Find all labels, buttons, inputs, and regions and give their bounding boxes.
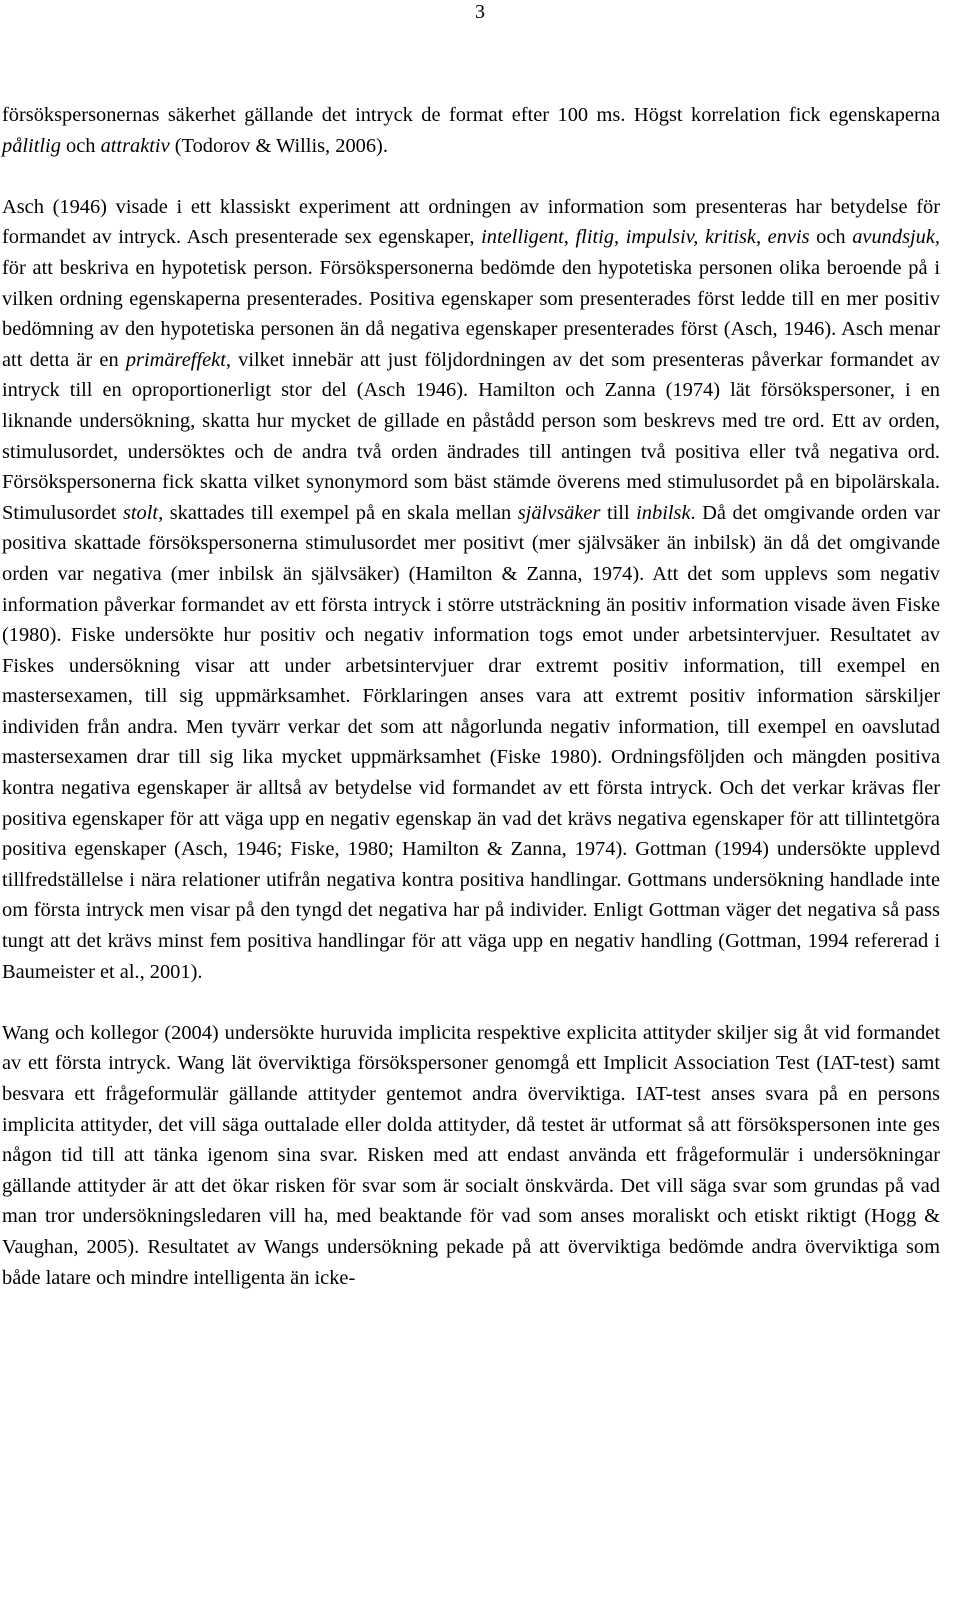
italic-term: pålitlig (2, 134, 61, 157)
text-run: . Då det omgivande orden var positiva skattade försökspersonerna stimulusordet mer positivt (mer självsäker än inbilsk) än då det omgivande orden var negativa (mer inbilsk än självsäker) (Hamilton & Zanna, 1974). Att det som upplevs som negativ information påverkar formandet av ett första intryck i större utsträckning än positiv information visade även Fiske (1980). Fiske undersökte hur positiv och negativ information togs emot under arbetsintervjuer. Resultatet av Fiskes undersökning visar att under arbetsintervjuer drar extremt positiv information, till exempel en mastersexamen, till sig uppmärksamhet. Förklaringen anses vara att extremt positiv information särskiljer individen från andra. Men tyvärr verkar det som att någorlunda negativ information, till exempel en oavslutad mastersexamen drar till sig lika mycket uppmärksamhet (Fiske 1980). Ordningsföljden och mängden positiva kontra negativa egenskaper är alltså av betydelse vid formandet av ett första intryck. Och det verkar krävas fler positiva egenskaper för att väga upp en negativ egenskap än vad det krävs negativa egenskaper för att tillintetgöra positiva egenskaper (Asch, 1946; Fiske, 1980; Hamilton & Zanna, 1974). Gottman (1994) undersökte upplevd tillfredställelse i nära relationer utifrån negativa kontra positiva handlingar. Gottmans undersökning handlade inte om första intryck men visar på den tyngd det negativa har på individer. Enligt Gottman väger det negativa så pass tungt att det krävs minst fem positiva handlingar för att väga upp en negativ handling (Gottman, 1994 refererad i Baumeister et al., 2001). (2, 501, 940, 983)
body-text (2, 100, 940, 1293)
text-run: och (809, 226, 853, 249)
text-run: försökspersonernas säkerhet gällande det intryck de format efter 100 ms. Högst korrelation fick egenskaperna (2, 104, 940, 126)
text-run: , skattades till exempel på en skala mellan (158, 501, 518, 524)
italic-term: intelligent, flitig, impulsiv, kritisk, envis (481, 226, 810, 249)
text-run: Wang och kollegor (2004) undersökte huruvida implicita respektive explicita attityder skiljer sig åt vid formandet av ett första intryck. Wang lät överviktiga försökspersoner genomgå ett Implicit Association Test (IAT-test) samt besvara ett frågeformulär gällande attityder gentemot andra överviktiga. IAT-test anses svara på en persons implicita attityder, det vill säga outtalade eller dolda attityder, då testet är utformat så att försökspersonen inte ges någon tid till att tänka igenom sina svar. Risken med att endast använda ett frågeformulär i undersökningar gällande attityder är att det ökar risken för svar som är socialt önskvärda. Det vill säga svar som grundas på vad man tror undersökningsledaren vill ha, med beaktande för vad som anses moraliskt och etiskt riktigt (Hogg & Vaughan, 2005). Resultatet av Wangs undersökning pekade på att överviktiga bedömde andra överviktiga som både latare och mindre intelligenta än icke- (2, 1021, 940, 1289)
paragraph-1 (2, 100, 940, 161)
text-run: (Todorov & Willis, 2006). (169, 134, 388, 157)
italic-term: inbilsk (636, 501, 691, 524)
italic-term: stolt (122, 501, 159, 524)
page-number: 3 (475, 1, 485, 23)
italic-term: attraktiv (100, 134, 170, 157)
text-run: , vilket innebär att just följdordningen av det som presenteras påverkar formandet av intryck till en oproportionerligt stor del (Asch 1946). Hamilton och Zanna (1974) lät försökspersoner, i en liknande undersökning, skatta hur mycket de gillade en påstådd person som beskrevs med tre ord. Ett av orden, stimulusordet, undersöktes och de andra två orden ändrades till antingen två positiva eller två negativa ord. Försökspersonerna fick skatta vilket synonymord som bäst stämde överens med stimulusordet på en bipolärskala. Stimulusordet (2, 348, 940, 524)
paragraph-2 (2, 192, 940, 987)
text-run: till (600, 501, 637, 524)
italic-term: självsäker (517, 501, 601, 524)
italic-term: primäreffekt (125, 348, 226, 371)
paragraph-3 (2, 1018, 940, 1293)
text-run: och (60, 134, 101, 157)
italic-term: avundsjuk, (852, 226, 941, 249)
text-run: Asch (1946) visade i ett klassiskt experiment att ordningen av information som presenteras har betydelse för formandet av intryck. Asch presenterade sex egenskaper, (2, 195, 940, 249)
text-run: för att beskriva en hypotetisk person. Försökspersonerna bedömde den hypotetiska personen olika beroende på i vilken ordning egenskaperna presenterades. Positiva egenskaper som presenterades först ledde till en mer positiv bedömning av den hypotetiska personen än då negativa egenskaper presenterades först (Asch, 1946). Asch menar att detta är en (2, 256, 940, 371)
